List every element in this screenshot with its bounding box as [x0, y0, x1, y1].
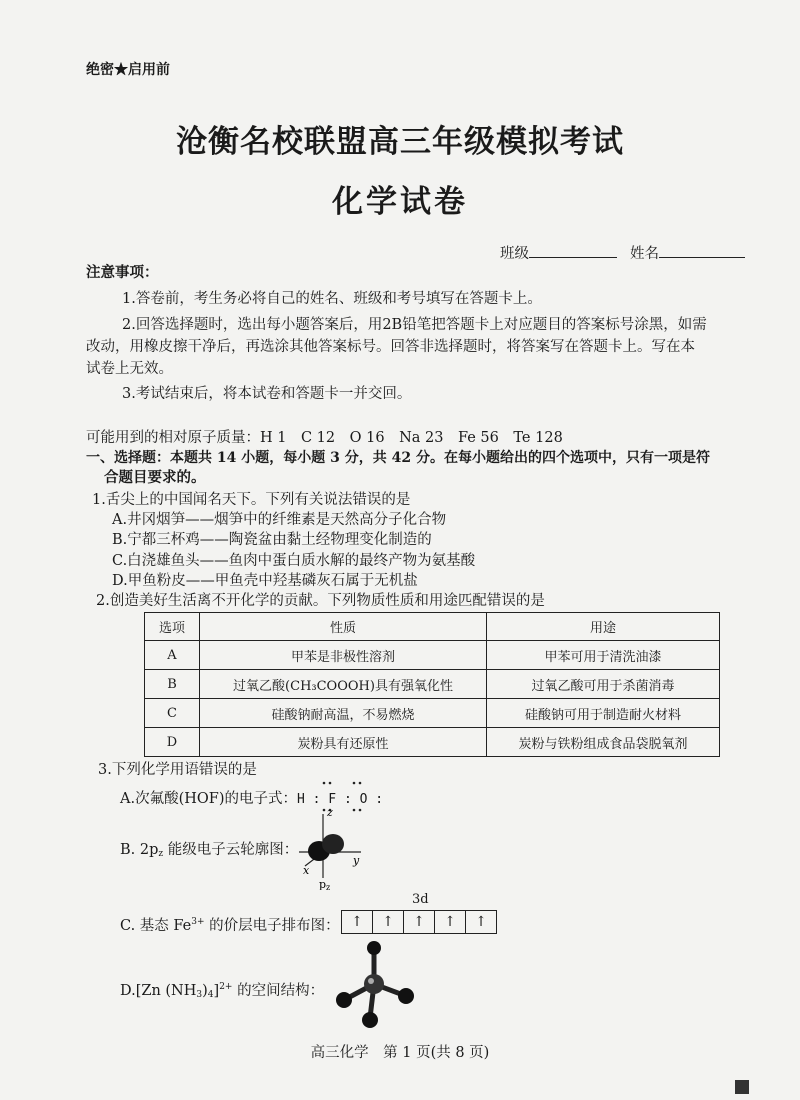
- q1-option-b: B.宁都三杯鸡——陶瓷盆由黏土经物理变化制造的: [112, 532, 432, 548]
- orbital-box: ↑: [342, 911, 373, 933]
- hof-electron-formula: H : F : O :: [297, 792, 384, 807]
- z-axis-label: z: [327, 806, 333, 819]
- q3-option-d-sub2: 4: [207, 990, 214, 1000]
- ligand-atom: [367, 941, 381, 955]
- q3-option-b-prefix: B. 2p: [120, 842, 159, 858]
- table-cell: D: [145, 728, 200, 757]
- q3-option-c: [120, 912, 340, 936]
- q3-option-d-sup: 2+: [219, 982, 233, 992]
- notice-item-3: 3.考试结束后，将本试卷和答题卡一并交回。: [122, 386, 412, 402]
- q1-stem: 1.舌尖上的中国闻名天下。下列有关说法错误的是: [92, 492, 411, 508]
- class-field: [500, 243, 617, 264]
- ligand-atom: [336, 992, 352, 1008]
- q3-option-d-mid: ): [202, 983, 208, 999]
- table-row: [145, 670, 720, 699]
- ligand-atom: [398, 988, 414, 1004]
- orbital-lobe: [322, 834, 344, 854]
- table-cell: 过氧乙酸可用于杀菌消毒: [487, 670, 720, 699]
- orbital-box: ↑: [373, 911, 404, 933]
- table-cell: 炭粉具有还原性: [200, 728, 487, 757]
- atomic-masses: 可能用到的相对原子质量：H 1 C 12 O 16 Na 23 Fe 56 Te 128: [86, 430, 563, 446]
- table-header-row: [145, 613, 720, 641]
- orbital-box: ↑: [404, 911, 435, 933]
- highlight: [368, 978, 374, 984]
- name-label: 姓名: [630, 246, 659, 262]
- table-cell: 甲苯可用于清洗油漆: [487, 641, 720, 670]
- q1-option-a: A.井冈烟笋——烟笋中的纤维素是天然高分子化合物: [112, 512, 447, 528]
- table-row: [145, 728, 720, 757]
- q3-option-c-sup: 3+: [191, 917, 205, 927]
- section-heading-cont: 合题目要求的。: [104, 469, 206, 486]
- orbital-box-diagram: [341, 910, 497, 934]
- q3-option-b-sub: z: [158, 849, 164, 859]
- name-field: [630, 243, 745, 264]
- table-header: 选项: [145, 613, 200, 641]
- notice-item-2-cont: 改动，用橡皮擦干净后，再选涂其他答案标号。回答非选择题时，将答案写在答题卡上。写在本: [86, 339, 695, 355]
- x-axis-label: x: [303, 864, 310, 877]
- table-cell: 硅酸钠耐高温，不易燃烧: [200, 699, 487, 728]
- table-cell: 甲苯是非极性溶剂: [200, 641, 487, 670]
- orbital-label: p: [319, 878, 327, 890]
- notice-item-2-end: 试卷上无效。: [86, 361, 173, 377]
- table-cell: A: [145, 641, 200, 670]
- q3-option-d-prefix: D.[Zn (NH: [120, 983, 197, 999]
- q1-option-d: D.甲鱼粉皮——甲鱼壳中羟基磷灰石属于无机盐: [112, 573, 418, 589]
- q3-option-d-text: 的空间结构：: [232, 983, 325, 999]
- table-row: [145, 699, 720, 728]
- q2-table: [144, 612, 720, 757]
- q3-option-b-text: 能级电子云轮廓图：: [163, 842, 299, 858]
- exam-subject: 化学试卷: [332, 184, 468, 220]
- confidential-label: 绝密★启用前: [86, 62, 170, 78]
- q1-option-c: C.白浇雄鱼头——鱼肉中蛋白质水解的最终产物为氨基酸: [112, 553, 476, 569]
- table-cell: 过氧乙酸(CH₃COOOH)具有强氧化性: [200, 670, 487, 699]
- name-blank: [659, 243, 745, 258]
- orbital-box: ↑: [475, 914, 487, 930]
- qr-code-icon: [735, 1080, 749, 1094]
- y-axis-label: y: [353, 854, 360, 867]
- q3-stem: 3.下列化学用语错误的是: [98, 762, 257, 778]
- table-header: 性质: [200, 613, 487, 641]
- table-row: [145, 641, 720, 670]
- notice-item-2: 2.回答选择题时，选出每小题答案后，用2B铅笔把答题卡上对应题目的答案标号涂黑，如需: [122, 317, 707, 333]
- q3-option-a-text: A.次氟酸(HOF)的电子式：: [120, 791, 297, 807]
- ligand-atom: [362, 1012, 378, 1028]
- table-cell: 硅酸钠可用于制造耐火材料: [487, 699, 720, 728]
- q3-option-d: [120, 977, 324, 1005]
- q3-option-d-sub: 3: [196, 990, 203, 1000]
- table-cell: B: [145, 670, 200, 699]
- tetrahedral-structure: [330, 940, 420, 1030]
- class-blank: [529, 243, 617, 258]
- notice-item-1: 1.答卷前，考生务必将自己的姓名、班级和考号填写在答题卡上。: [122, 291, 542, 307]
- orbital-box: ↑: [435, 911, 466, 933]
- class-label: 班级: [500, 246, 529, 262]
- page-footer: 高三化学 第 1 页(共 8 页): [310, 1045, 490, 1061]
- section-heading: 一、选择题：本题共 14 小题，每小题 3 分，共 42 分。在每小题给出的四个选项中，只有一项是符: [86, 450, 710, 466]
- q2-stem: 2.创造美好生活离不开化学的贡献。下列物质性质和用途匹配错误的是: [96, 593, 545, 609]
- p-orbital-diagram: [295, 806, 375, 890]
- exam-title: 沧衡名校联盟高三年级模拟考试: [176, 124, 624, 160]
- q3-option-c-prefix: C. 基态 Fe: [120, 918, 192, 934]
- table-cell: 炭粉与铁粉组成食品袋脱氧剂: [487, 728, 720, 757]
- notice-heading: 注意事项：: [86, 264, 159, 281]
- orbital-label-3d: 3d: [412, 892, 429, 907]
- central-atom: [364, 974, 384, 994]
- table-cell: C: [145, 699, 200, 728]
- table-header: 用途: [487, 613, 720, 641]
- q3-option-c-text: 的价层电子排布图：: [204, 918, 340, 934]
- q3-option-d-end: ]: [213, 983, 220, 999]
- orbital-label-sub: z: [326, 883, 331, 890]
- q3-option-b: [120, 840, 298, 864]
